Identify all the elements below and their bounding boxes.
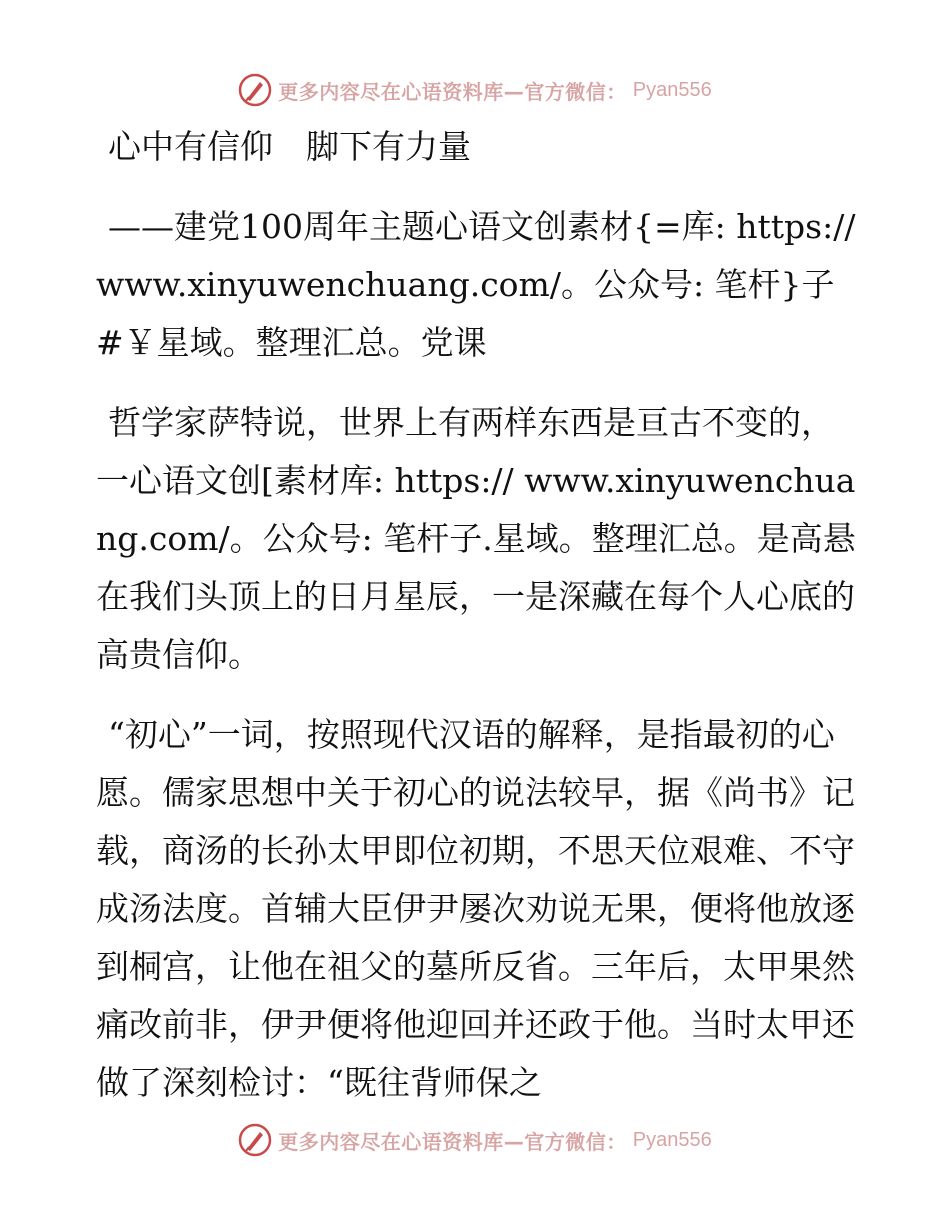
- quill-pen-logo-icon: [238, 73, 272, 107]
- document-subtitle: ——建党100周年主题心语文创素材{=库: https://www.xinyuwenchuang.com/。公众号: 笔杆}子#￥星域。整理汇总。党课: [96, 207, 856, 362]
- banner-wechat-id: Pyan556: [632, 1128, 712, 1151]
- paragraph-2: “初心”一词，按照现代汉语的解释，是指最初的心愿。儒家思想中关于初心的说法较早，据《尚书》记载，商汤的长孙太甲即位初期，不思天位艰难、不守成汤法度。首辅大臣伊尹屡次劝说无果，便将他放逐到桐宫，让他在祖父的墓所反省。三年后，太甲果然痛改前非，伊尹便将他迎回并还政于他。当时太甲还做了深刻检讨：“既往背师保之: [96, 715, 855, 1102]
- quill-pen-logo-icon: [238, 1123, 272, 1157]
- banner-text: 更多内容尽在心语资料库—官方微信：: [278, 1129, 627, 1154]
- document-body: [96, 118, 856, 1134]
- banner-wechat-id: Pyan556: [632, 78, 712, 101]
- footer-watermark-banner: [0, 1120, 950, 1160]
- banner-text: 更多内容尽在心语资料库—官方微信：: [278, 79, 627, 104]
- paragraph-1: 哲学家萨特说，世界上有两样东西是亘古不变的，一心语文创[素材库: https:// www.xinyuwenchuang.com/。公众号: 笔杆子.星域。整理汇总。是高悬在我们头顶上的日月星辰，一是深藏在每个人心底的高贵信仰。: [96, 403, 856, 674]
- header-watermark-banner: [0, 70, 950, 110]
- document-title: 心中有信仰 脚下有力量: [108, 127, 471, 166]
